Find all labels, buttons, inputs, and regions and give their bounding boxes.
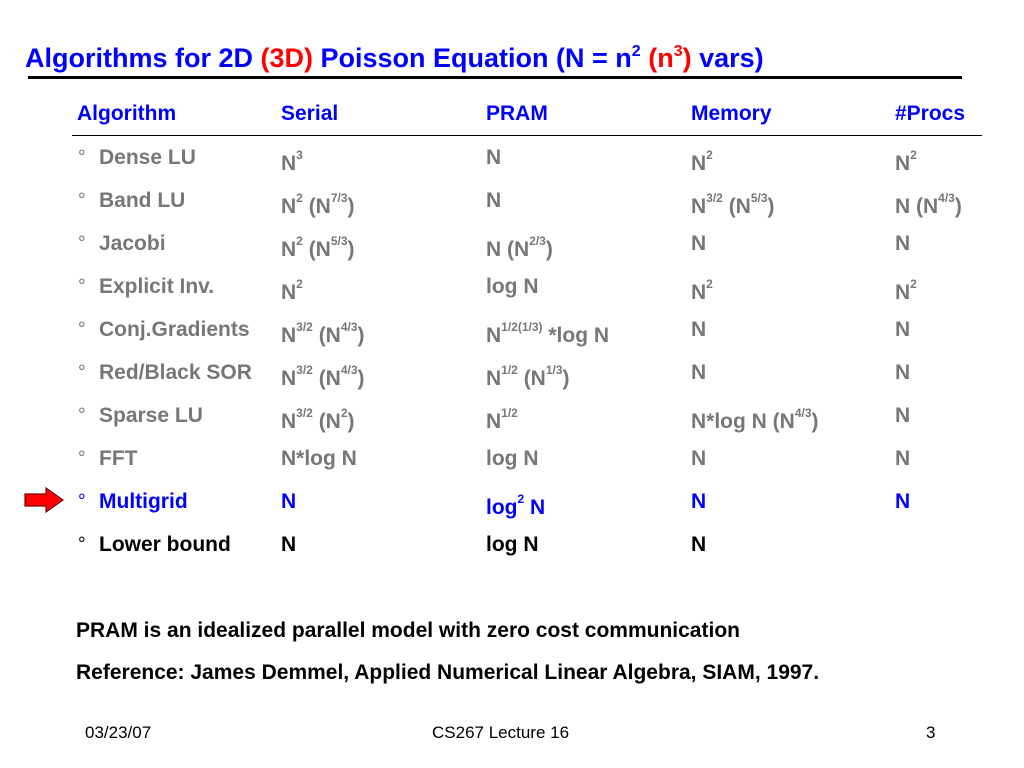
cell-serial-sup: 2 [296, 234, 303, 248]
row-bullet: ° [78, 190, 86, 211]
cell-serial-s2: 4/3 [340, 320, 358, 334]
cell-pram-base: log N [486, 533, 539, 556]
cell-serial-base: N [281, 410, 297, 433]
title-part-3d: (3D) [260, 43, 314, 73]
cell-serial [281, 446, 357, 472]
cell-memory-base: N [691, 361, 707, 384]
cell-pram-sup: 2/3 [529, 234, 546, 248]
cell-pram-b2: (N [517, 367, 546, 390]
cell-serial-tail: ) [347, 238, 355, 261]
cell-procs [895, 188, 962, 220]
cell-procs-base: N [895, 490, 911, 513]
cell-serial-tail: ) [347, 195, 355, 218]
cell-pram-base: log [486, 496, 518, 519]
header-serial: Serial [281, 102, 339, 125]
cell-serial-sup: 3 [296, 148, 303, 162]
cell-serial [281, 403, 355, 435]
cell-serial-tail: ) [347, 410, 355, 433]
cell-pram-base: log N [486, 275, 539, 298]
footer-page-number: 3 [926, 723, 936, 742]
title-sup-2: 2 [631, 43, 641, 60]
cell-serial-base: N [281, 367, 297, 390]
right-arrow-icon [24, 487, 64, 513]
cell-serial-sup: 3/2 [296, 406, 313, 420]
cell-algorithm: Conj.Gradients [99, 318, 250, 341]
cell-pram-base: N (N [486, 238, 530, 261]
cell-serial-sup: 2 [296, 191, 303, 205]
cell-pram-sup: 1/2 [501, 363, 518, 377]
header-pram: PRAM [486, 102, 548, 125]
cell-memory-sup: 4/3 [794, 406, 812, 420]
cell-pram-tail: ) [545, 238, 553, 261]
title-part-close: ) [682, 43, 692, 73]
cell-algorithm: FFT [99, 447, 138, 470]
cell-serial-b2: (N [302, 238, 331, 261]
cell-memory [691, 360, 706, 386]
cell-algorithm: Lower bound [99, 533, 231, 556]
cell-serial-tail: ) [357, 367, 365, 390]
cell-serial-b2: (N [302, 195, 331, 218]
row-bullet: ° [78, 276, 86, 297]
cell-procs-base: N [895, 232, 911, 255]
cell-procs [895, 403, 910, 429]
cell-pram [486, 274, 539, 300]
cell-memory [691, 317, 706, 343]
cell-pram-b2: N [524, 496, 546, 519]
cell-serial-sup: 3/2 [296, 320, 313, 334]
cell-procs [895, 489, 910, 515]
cell-memory-tail: ) [811, 410, 819, 433]
cell-algorithm: Dense LU [99, 146, 196, 169]
cell-memory-b2: (N [722, 195, 751, 218]
row-bullet: ° [78, 319, 86, 340]
cell-serial-base: N [281, 324, 297, 347]
cell-procs-base: N (N [895, 195, 939, 218]
cell-procs-base: N [895, 281, 911, 304]
row-bullet: ° [78, 534, 86, 555]
cell-memory-base: N*log N (N [691, 410, 795, 433]
cell-pram-base: N [486, 146, 502, 169]
cell-serial [281, 231, 355, 263]
cell-procs-base: N [895, 404, 911, 427]
header-memory: Memory [691, 102, 772, 125]
cell-memory-base: N [691, 533, 707, 556]
cell-serial-b2: (N [312, 410, 341, 433]
cell-pram-sup: 2 [517, 492, 525, 506]
cell-algorithm: Band LU [99, 189, 186, 212]
row-bullet: ° [78, 233, 86, 254]
cell-serial-b2: (N [312, 324, 341, 347]
cell-serial-base: N [281, 152, 297, 175]
title-part-2: Poisson Equation (N = n [313, 43, 632, 73]
cell-serial-s2: 7/3 [330, 191, 348, 205]
cell-procs-base: N [895, 318, 911, 341]
cell-memory-base: N [691, 318, 707, 341]
cell-pram-base: N [486, 367, 502, 390]
title-part-1: Algorithms for 2D [25, 43, 261, 73]
row-bullet: ° [78, 405, 86, 426]
footer-date: 03/23/07 [85, 723, 152, 742]
cell-serial-tail: ) [357, 324, 365, 347]
cell-memory-base: N [691, 232, 707, 255]
cell-serial [281, 317, 365, 349]
cell-algorithm: Explicit Inv. [99, 275, 215, 298]
cell-serial-base: N [281, 238, 297, 261]
title-sup-3: 3 [673, 43, 683, 60]
cell-serial [281, 145, 303, 177]
cell-memory-sup: 3/2 [706, 191, 723, 205]
cell-serial-b2: (N [312, 367, 341, 390]
cell-memory-base: N [691, 490, 707, 513]
cell-procs [895, 231, 910, 257]
cell-memory-s2: 5/3 [750, 191, 768, 205]
cell-serial-sup: 3/2 [296, 363, 313, 377]
cell-pram [486, 446, 539, 472]
cell-procs-tail: ) [954, 195, 962, 218]
cell-memory [691, 446, 706, 472]
cell-pram [486, 188, 501, 214]
table-header-rule [72, 135, 982, 136]
cell-serial [281, 274, 303, 306]
row-bullet: ° [78, 147, 86, 168]
title-underline [28, 76, 962, 79]
cell-procs-base: N [895, 361, 911, 384]
row-bullet: ° [78, 448, 86, 469]
cell-procs [895, 446, 910, 472]
cell-algorithm: Sparse LU [99, 404, 203, 427]
cell-serial-base: N [281, 533, 297, 556]
cell-pram [486, 403, 518, 435]
cell-serial-base: N [281, 281, 297, 304]
cell-serial-base: N*log N [281, 447, 357, 470]
cell-serial [281, 489, 296, 515]
cell-memory-base: N [691, 195, 707, 218]
cell-memory [691, 489, 706, 515]
cell-memory-sup: 2 [706, 277, 713, 291]
slide-title [25, 36, 764, 75]
reference-note: Reference: James Demmel, Applied Numerical Linear Algebra, SIAM, 1997. [76, 661, 820, 684]
cell-serial-s2: 5/3 [330, 234, 348, 248]
cell-procs-sup: 2 [910, 277, 917, 291]
cell-pram-s2: 1/3 [545, 363, 563, 377]
cell-serial-sup: 2 [296, 277, 303, 291]
cell-pram-base: log N [486, 447, 539, 470]
cell-pram [486, 360, 570, 392]
cell-pram [486, 145, 501, 171]
cell-memory-base: N [691, 281, 707, 304]
cell-pram [486, 231, 553, 263]
cell-pram [486, 532, 539, 558]
cell-algorithm: Multigrid [99, 490, 188, 513]
cell-procs [895, 145, 917, 177]
footer-course: CS267 Lecture 16 [432, 723, 570, 742]
cell-memory [691, 188, 775, 220]
cell-memory [691, 403, 819, 435]
cell-serial-base: N [281, 490, 297, 513]
cell-pram [486, 317, 609, 349]
cell-memory-sup: 2 [706, 148, 713, 162]
cell-procs [895, 360, 910, 386]
cell-serial-base: N [281, 195, 297, 218]
cell-serial [281, 360, 365, 392]
cell-serial-s2: 2 [340, 406, 348, 420]
cell-memory-base: N [691, 447, 707, 470]
cell-serial-s2: 4/3 [340, 363, 358, 377]
cell-pram-base: N [486, 189, 502, 212]
cell-pram-tail: ) [562, 367, 570, 390]
cell-procs-base: N [895, 152, 911, 175]
cell-pram-base: N [486, 410, 502, 433]
cell-pram-sup: 1/2 [501, 406, 518, 420]
header-procs: #Procs [895, 102, 966, 125]
title-part-n3: (n [640, 43, 674, 73]
cell-algorithm: Red/Black SOR [99, 361, 252, 384]
cell-memory-base: N [691, 152, 707, 175]
cell-memory [691, 532, 706, 558]
row-bullet: ° [78, 491, 86, 512]
cell-serial [281, 188, 355, 220]
cell-memory [691, 274, 713, 306]
cell-procs [895, 274, 917, 306]
pram-note: PRAM is an idealized parallel model with zero cost communication [76, 619, 740, 642]
cell-pram-b2: *log N [542, 324, 610, 347]
cell-procs-sup: 4/3 [938, 191, 955, 205]
cell-memory [691, 145, 713, 177]
cell-memory-tail: ) [767, 195, 775, 218]
cell-pram-sup: 1/2(1/3) [501, 320, 543, 334]
cell-procs-base: N [895, 447, 911, 470]
cell-pram-base: N [486, 324, 502, 347]
cell-serial [281, 532, 296, 558]
cell-procs-sup: 2 [910, 148, 917, 162]
cell-memory [691, 231, 706, 257]
cell-pram [486, 489, 545, 521]
title-part-vars: vars) [691, 43, 764, 73]
cell-procs [895, 317, 910, 343]
header-algorithm: Algorithm [77, 102, 177, 125]
cell-algorithm: Jacobi [99, 232, 166, 255]
row-bullet: ° [78, 362, 86, 383]
